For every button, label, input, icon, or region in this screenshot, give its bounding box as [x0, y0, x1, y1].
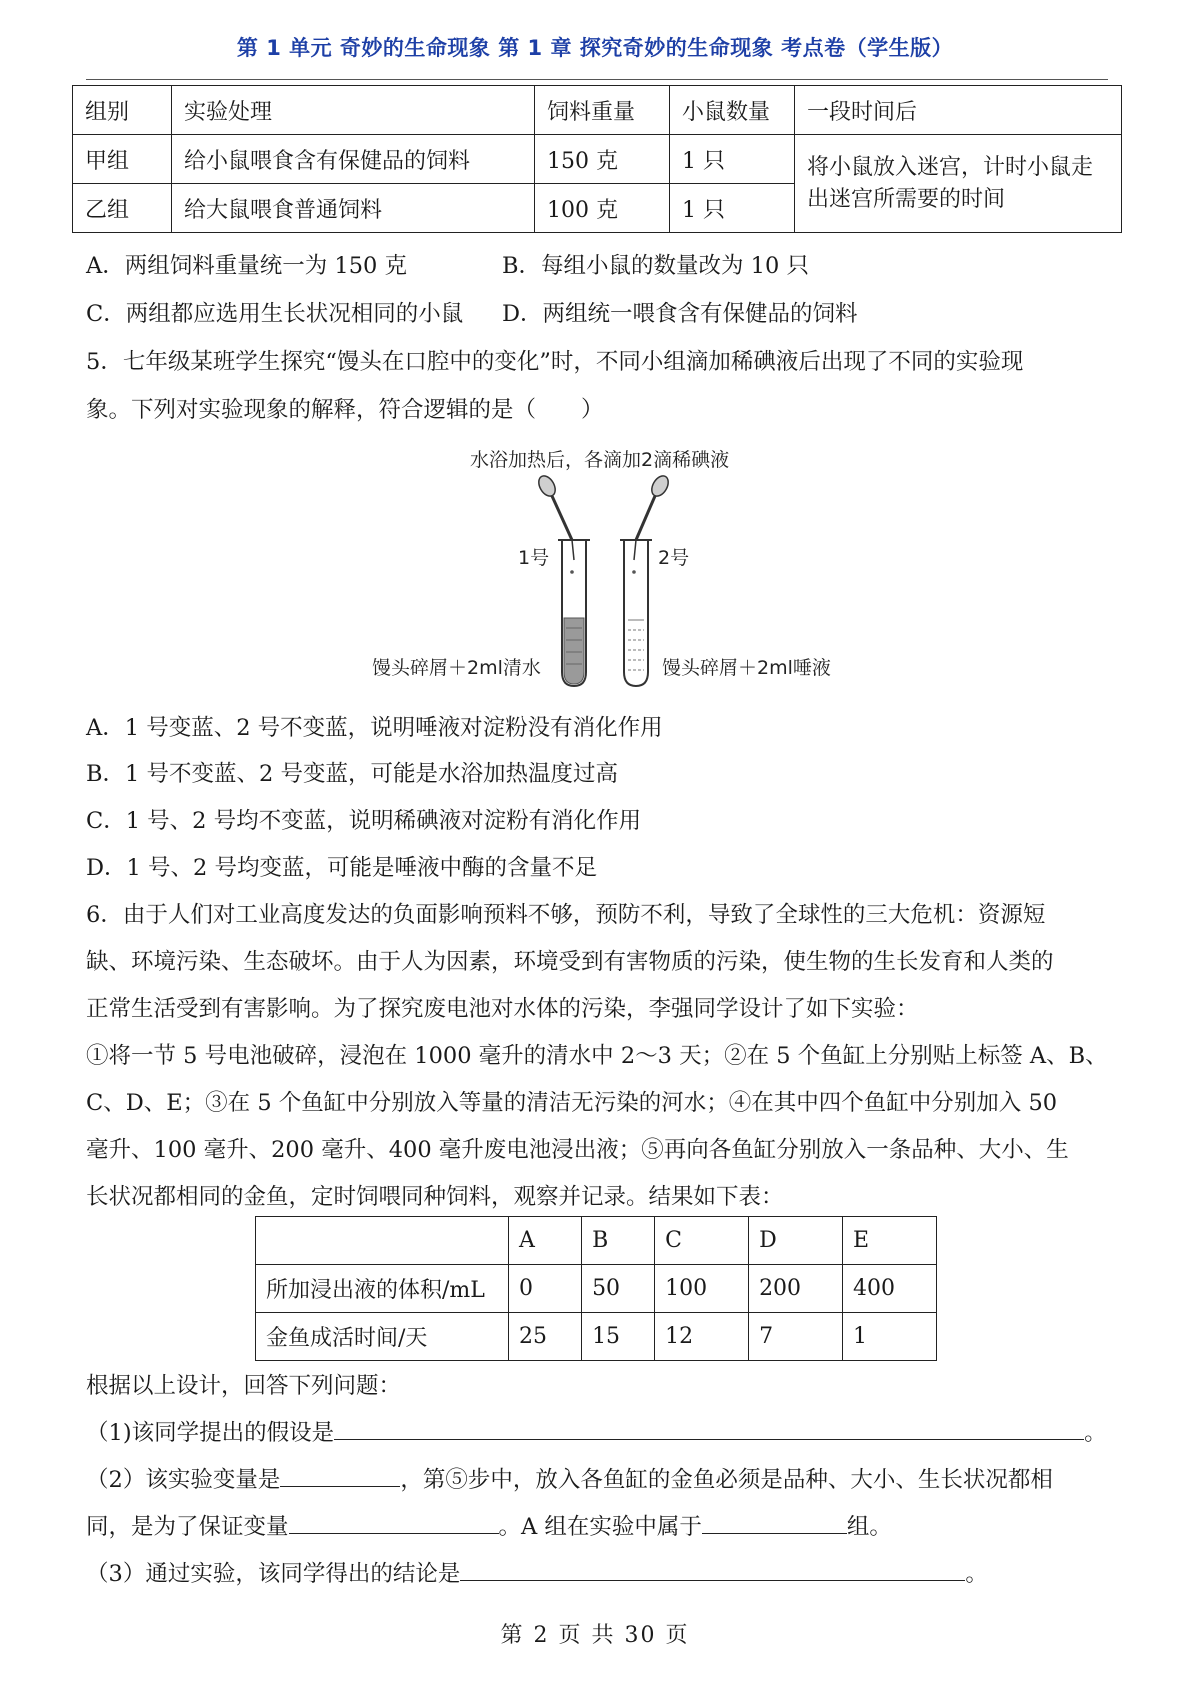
table-cell: 1 [843, 1313, 937, 1361]
q5-option-b: B．1 号不变蓝、2 号变蓝，可能是水浴加热温度过高 [86, 761, 618, 787]
q6-sub1-prefix: （1)该同学提出的假设是 [86, 1420, 335, 1446]
table-header-cell: 饲料重量 [535, 86, 670, 135]
table-cell: 所加浸出液的体积/mL [256, 1265, 509, 1313]
q4-option-b: B．每组小鼠的数量改为 10 只 [502, 253, 809, 279]
table-header-cell: A [509, 1217, 582, 1265]
q4-option-c: C．两组都应选用生长状况相同的小鼠 [86, 301, 464, 327]
q6-stem-line: 正常生活受到有害影响。为了探究废电池对水体的污染，李强同学设计了如下实验： [86, 996, 919, 1022]
q6-sub2-prefix: （2）该实验变量是 [86, 1467, 281, 1493]
table-merged-cell: 将小鼠放入迷宫，计时小鼠走出迷宫所需要的时间 [795, 135, 1122, 233]
q6-sub2b-prefix: 同，是为了保证变量 [86, 1514, 289, 1540]
q6-subquestion-2 [86, 1462, 1053, 1494]
table-header-row [73, 86, 1122, 135]
q4-option-d: D．两组统一喂食含有保健品的饲料 [502, 301, 858, 327]
answer-blank-variable[interactable] [280, 1464, 400, 1487]
table-header-cell: 小鼠数量 [670, 86, 795, 135]
answer-blank-group-type[interactable] [702, 1511, 847, 1534]
table-header-row [256, 1217, 937, 1265]
table-header-cell: B [582, 1217, 655, 1265]
table-cell: 7 [749, 1313, 843, 1361]
q6-sub2-mid: ，第⑤步中，放入各鱼缸的金鱼必须是品种、大小、生长状况都相 [400, 1467, 1053, 1493]
table-cell: 150 克 [535, 135, 670, 184]
table-cell: 200 [749, 1265, 843, 1313]
page-footer: 第 2 页 共 30 页 [500, 1623, 690, 1648]
table-cell: 100 [655, 1265, 749, 1313]
table-header-cell: 一段时间后 [795, 86, 1122, 135]
table-row [73, 135, 1122, 184]
q6-stem-line: 毫升、100 毫升、200 毫升、400 毫升废电池浸出液；⑤再向各鱼缸分别放入一条品种、大小、生 [86, 1137, 1069, 1163]
table-row [256, 1265, 937, 1313]
q5-stem-line-2: 象。下列对实验现象的解释，符合逻辑的是（ ） [86, 397, 604, 423]
table-row [256, 1313, 937, 1361]
answer-blank-conclusion[interactable] [460, 1558, 965, 1581]
table-cell: 50 [582, 1265, 655, 1313]
q6-subquestion-3 [86, 1556, 988, 1588]
tube-1-label: 1号 [518, 547, 550, 569]
answer-blank-single-variable[interactable] [289, 1511, 499, 1534]
table-cell: 25 [509, 1313, 582, 1361]
header-rule [86, 79, 1108, 80]
q6-stem-line: C、D、E；③在 5 个鱼缸中分别放入等量的清洁无污染的河水；④在其中四个鱼缸中分别加入 50 [86, 1090, 1058, 1116]
q6-subquestion-2-continued [86, 1509, 892, 1541]
table-cell: 金鱼成活时间/天 [256, 1313, 509, 1361]
table-cell: 0 [509, 1265, 582, 1313]
table-cell: 1 只 [670, 184, 795, 233]
q5-stem-line-1: 5．七年级某班学生探究“馒头在口腔中的变化”时，不同小组滴加稀碘液后出现了不同的实验现 [86, 349, 1024, 375]
q4-option-a: A．两组饲料重量统一为 150 克 [86, 253, 407, 279]
q5-option-c: C．1 号、2 号均不变蓝，说明稀碘液对淀粉有消化作用 [86, 808, 642, 834]
q6-stem-line: 缺、环境污染、生态破坏。由于人为因素，环境受到有害物质的污染，使生物的生长发育和人类的 [86, 949, 1054, 975]
test-tube-2 [620, 540, 652, 686]
table-cell: 乙组 [73, 184, 172, 233]
table-cell: 12 [655, 1313, 749, 1361]
table-header-cell: 组别 [73, 86, 172, 135]
q6-stem-line: 长状况都相同的金鱼，定时饲喂同种饲料，观察并记录。结果如下表： [86, 1184, 784, 1210]
table-header-cell: D [749, 1217, 843, 1265]
experiment-table-1 [72, 85, 1122, 233]
q6-intro: 根据以上设计，回答下列问题： [86, 1373, 402, 1399]
q6-stem-line: 6．由于人们对工业高度发达的负面影响预料不够，预防不利，导致了全球性的三大危机：资源短 [86, 902, 1046, 928]
test-tube-1 [558, 540, 590, 686]
tube-1-content-label: 馒头碎屑＋2ml清水 [372, 657, 541, 679]
tube-2-label: 2号 [658, 547, 690, 569]
table-cell: 给大鼠喂食普通饲料 [172, 184, 535, 233]
table-header-cell [256, 1217, 509, 1265]
table-header-cell: C [655, 1217, 749, 1265]
table-header-cell: E [843, 1217, 937, 1265]
table-cell: 100 克 [535, 184, 670, 233]
figure-caption: 水浴加热后，各滴加2滴稀碘液 [470, 449, 730, 471]
q6-sub3-suffix: 。 [965, 1561, 988, 1587]
table-cell: 甲组 [73, 135, 172, 184]
page-header-title: 第 1 单元 奇妙的生命现象 第 1 章 探究奇妙的生命现象 考点卷（学生版） [236, 36, 954, 60]
table-cell: 给小鼠喂食含有保健品的饲料 [172, 135, 535, 184]
q6-sub2b-suffix: 组。 [846, 1514, 892, 1540]
q6-sub1-suffix: 。 [1084, 1420, 1107, 1446]
answer-blank-hypothesis[interactable] [334, 1417, 1084, 1440]
table-cell: 400 [843, 1265, 937, 1313]
q6-subquestion-1 [86, 1415, 1107, 1447]
table-cell: 15 [582, 1313, 655, 1361]
q5-option-a: A．1 号变蓝、2 号不变蓝，说明唾液对淀粉没有消化作用 [86, 715, 663, 741]
table-header-cell: 实验处理 [172, 86, 535, 135]
q6-sub2b-mid: 。A 组在实验中属于 [498, 1514, 702, 1540]
q6-stem-line: ①将一节 5 号电池破碎，浸泡在 1000 毫升的清水中 2～3 天；②在 5 个鱼缸上分别贴上标签 A、B、 [86, 1043, 1108, 1069]
test-tube-figure [360, 442, 850, 692]
q6-sub3-prefix: （3）通过实验，该同学得出的结论是 [86, 1561, 461, 1587]
tube-2-content-label: 馒头碎屑＋2ml唾液 [662, 657, 831, 679]
table-cell: 1 只 [670, 135, 795, 184]
goldfish-results-table [255, 1216, 937, 1361]
q5-option-d: D．1 号、2 号均变蓝，可能是唾液中酶的含量不足 [86, 855, 597, 881]
